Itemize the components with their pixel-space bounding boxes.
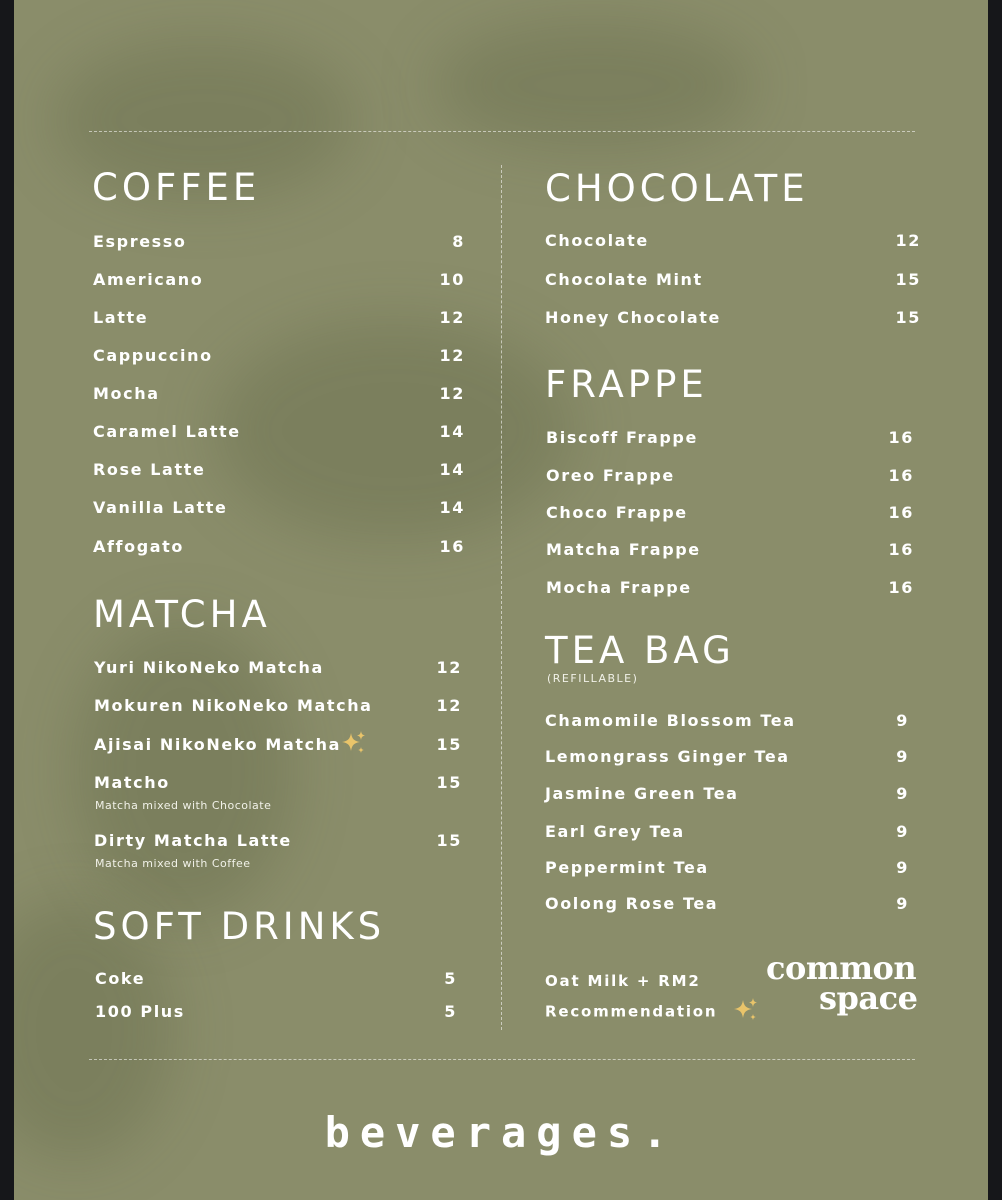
menu-item xyxy=(546,466,914,488)
menu-item-price: 9 xyxy=(896,711,909,730)
menu-item-price: 15 xyxy=(895,308,921,327)
menu-item xyxy=(546,578,914,600)
menu-item-price: 5 xyxy=(444,1002,457,1021)
menu-item xyxy=(545,784,909,806)
menu-item-price: 14 xyxy=(439,422,465,441)
menu-item-name: Oreo Frappe xyxy=(546,466,675,485)
menu-item-name: Caramel Latte xyxy=(93,422,241,441)
menu-item-name: Vanilla Latte xyxy=(93,498,228,517)
recommendation-note xyxy=(545,996,760,1028)
menu-item xyxy=(95,969,457,991)
menu-item-price: 12 xyxy=(436,696,462,715)
menu-item-price: 5 xyxy=(444,969,457,988)
menu-item-name: Chocolate Mint xyxy=(545,270,703,289)
menu-item-price: 9 xyxy=(896,894,909,913)
menu-item xyxy=(546,503,914,525)
menu-item-name: Espresso xyxy=(93,232,187,251)
menu-item-name: Jasmine Green Tea xyxy=(545,784,739,803)
oat-milk-note: Oat Milk + RM2 xyxy=(545,972,701,990)
section-title-soft-drinks: SOFT DRINKS xyxy=(93,905,386,948)
menu-item-price: 15 xyxy=(436,735,462,754)
sparkle-icon xyxy=(340,729,368,761)
menu-item xyxy=(545,711,909,733)
menu-item xyxy=(545,822,909,844)
menu-item-name: Mocha Frappe xyxy=(546,578,692,597)
section-title-coffee: COFFEE xyxy=(92,166,261,209)
menu-item-name: Chamomile Blossom Tea xyxy=(545,711,796,730)
menu-item-name: Earl Grey Tea xyxy=(545,822,685,841)
section-title-matcha: MATCHA xyxy=(93,593,271,636)
menu-item-price: 15 xyxy=(436,831,462,850)
menu-item-name: Matcha Frappe xyxy=(546,540,701,559)
menu-item-name: Peppermint Tea xyxy=(545,858,709,877)
menu-item-price: 16 xyxy=(888,540,914,559)
menu-item-price: 9 xyxy=(896,784,909,803)
top-divider xyxy=(89,131,915,132)
menu-item-name: Coke xyxy=(95,969,146,988)
menu-item xyxy=(93,308,465,330)
menu-item-price: 12 xyxy=(439,384,465,403)
menu-item-price: 12 xyxy=(439,308,465,327)
menu-item-name: Latte xyxy=(93,308,149,327)
menu-item-price: 16 xyxy=(888,428,914,447)
bottom-divider xyxy=(89,1059,915,1060)
column-divider xyxy=(501,165,502,1030)
menu-item xyxy=(95,1002,457,1024)
brand-logo-space: space xyxy=(819,979,918,1017)
section-title-frappe: FRAPPE xyxy=(545,363,708,406)
menu-item-price: 9 xyxy=(896,822,909,841)
menu-item xyxy=(94,696,462,718)
footer-title: beverages. xyxy=(324,1108,678,1157)
menu-item-price: 16 xyxy=(439,537,465,556)
menu-item-name: Matcho xyxy=(94,773,170,792)
menu-item-name: Yuri NikoNeko Matcha xyxy=(94,658,324,677)
menu-item xyxy=(545,270,921,292)
menu-item xyxy=(94,735,462,757)
menu-item-name: Oolong Rose Tea xyxy=(545,894,719,913)
menu-item xyxy=(546,540,914,562)
menu-item xyxy=(545,231,921,253)
menu-item-name: Lemongrass Ginger Tea xyxy=(545,747,790,766)
menu-item-price: 14 xyxy=(439,460,465,479)
menu-item xyxy=(545,747,909,769)
menu-item-name: 100 Plus xyxy=(95,1002,185,1021)
menu-item xyxy=(546,428,914,450)
menu-item xyxy=(94,831,462,870)
section-subtitle-tea-bag: (REFILLABLE) xyxy=(547,672,639,685)
menu-item xyxy=(94,658,462,680)
menu-item xyxy=(94,773,462,812)
menu-item xyxy=(93,498,465,520)
menu-item xyxy=(545,858,909,880)
menu-item-price: 9 xyxy=(896,858,909,877)
menu-item xyxy=(545,308,921,330)
menu-item-name: Affogato xyxy=(93,537,184,556)
menu-item-price: 15 xyxy=(436,773,462,792)
menu-item xyxy=(93,346,465,368)
menu-item-name: Americano xyxy=(93,270,204,289)
menu-item-price: 8 xyxy=(452,232,465,251)
menu-item-price: 12 xyxy=(436,658,462,677)
menu-item xyxy=(93,232,465,254)
menu-item-price: 9 xyxy=(896,747,909,766)
menu-item-name: Cappuccino xyxy=(93,346,213,365)
menu-item xyxy=(93,422,465,444)
sparkle-icon xyxy=(732,996,760,1028)
menu-item-name: Rose Latte xyxy=(93,460,206,479)
recommendation-label: Recommendation xyxy=(545,1002,718,1021)
menu-item xyxy=(93,270,465,292)
menu-item-name: Biscoff Frappe xyxy=(546,428,698,447)
menu-item xyxy=(545,894,909,916)
menu-item-name: Choco Frappe xyxy=(546,503,688,522)
menu-item-price: 12 xyxy=(439,346,465,365)
menu-item-price: 16 xyxy=(888,578,914,597)
menu-item-price: 14 xyxy=(439,498,465,517)
menu-page xyxy=(14,0,988,1200)
menu-item-description: Matcha mixed with Chocolate xyxy=(95,799,272,812)
section-title-chocolate: CHOCOLATE xyxy=(545,167,809,210)
menu-item-name: Dirty Matcha Latte xyxy=(94,831,292,850)
menu-item-price: 15 xyxy=(895,270,921,289)
menu-item xyxy=(93,537,465,559)
menu-item-price: 16 xyxy=(888,503,914,522)
brand-logo-common: common xyxy=(766,949,917,987)
menu-item-description: Matcha mixed with Coffee xyxy=(95,857,251,870)
menu-item xyxy=(93,460,465,482)
menu-item-name: Chocolate xyxy=(545,231,649,250)
menu-item-price: 16 xyxy=(888,466,914,485)
section-title-tea-bag: TEA BAG xyxy=(545,629,735,672)
menu-item-price: 10 xyxy=(439,270,465,289)
menu-item-name: Ajisai NikoNeko Matcha xyxy=(94,735,342,754)
menu-item-name: Mocha xyxy=(93,384,160,403)
menu-item xyxy=(93,384,465,406)
menu-item-price: 12 xyxy=(895,231,921,250)
menu-item-name: Honey Chocolate xyxy=(545,308,722,327)
menu-item-name: Mokuren NikoNeko Matcha xyxy=(94,696,373,715)
